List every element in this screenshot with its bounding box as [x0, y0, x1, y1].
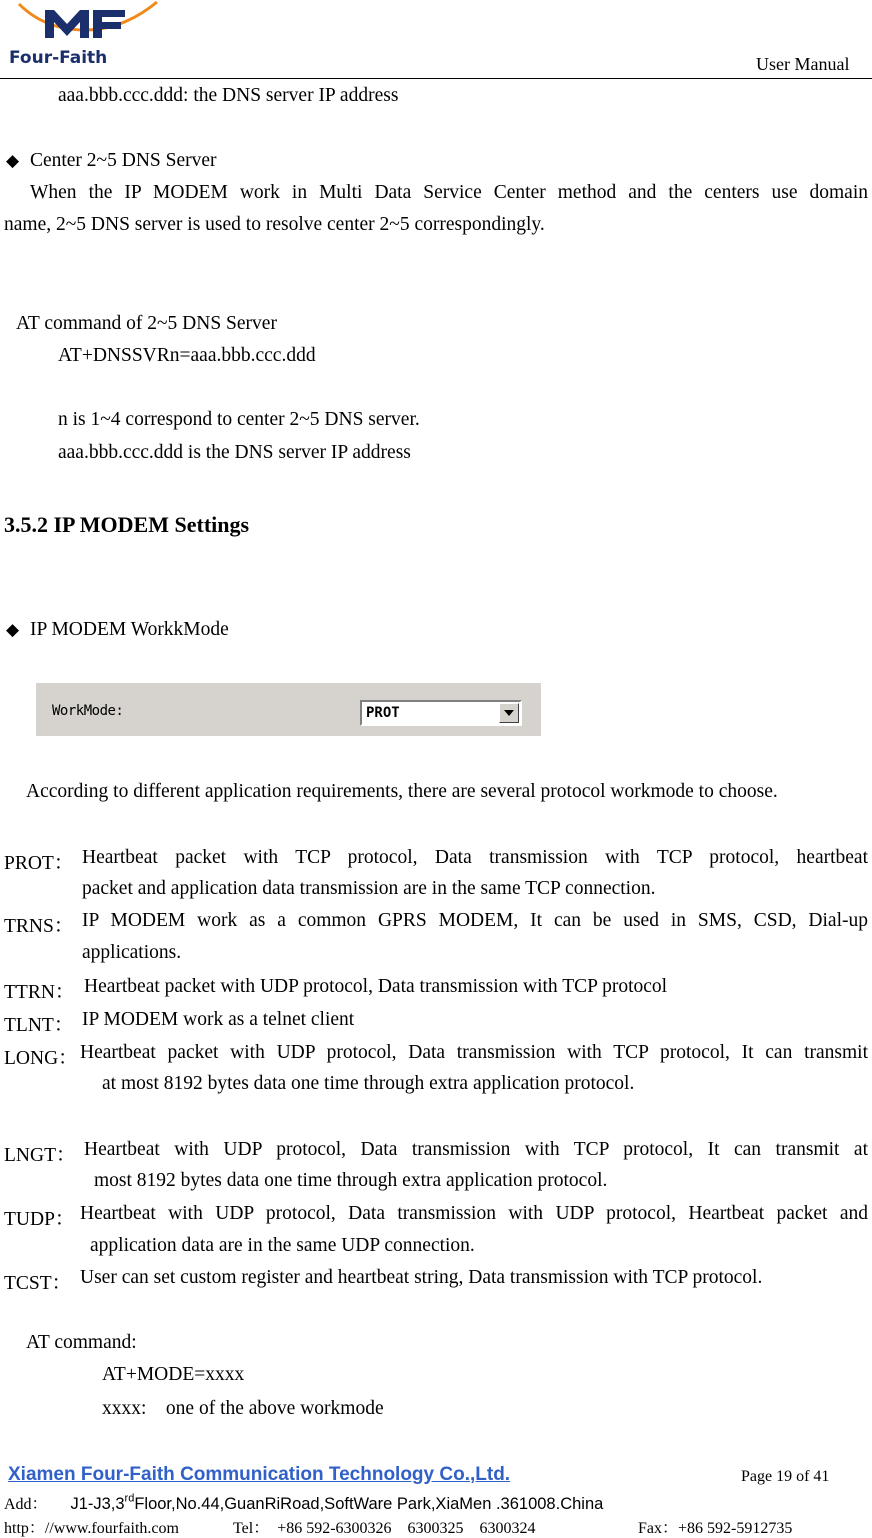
mode-name-trns: TRNS：	[4, 916, 74, 937]
at-dns-ip-desc: aaa.bbb.ccc.ddd is the DNS server IP address	[58, 442, 411, 463]
mode-desc-trns-1: IP MODEM work as a common GPRS MODEM, It can be used in SMS, CSD, Dial-up	[82, 910, 868, 931]
section-heading: 3.5.2 IP MODEM Settings	[4, 512, 250, 537]
mode-desc-lngt-1: Heartbeat with UDP protocol, Data transmission with TCP protocol, It can transmit at	[84, 1139, 868, 1160]
diamond-bullet-icon: ◆	[6, 151, 20, 171]
center-dns-bullet-item	[6, 150, 217, 172]
mode-name-tudp: TUDP：	[4, 1209, 75, 1230]
mode-name-lngt: LNGT：	[4, 1145, 76, 1166]
footer-company-link[interactable]: Xiamen Four-Faith Communication Technology Co.,Ltd.	[8, 1464, 511, 1485]
footer-address-sup: rd	[124, 1492, 135, 1505]
footer-tel: Tel： +86 592-6300326 6300325 6300324	[233, 1520, 536, 1537]
center-desc-line-1: When the IP MODEM work in Multi Data Service Center method and the centers use domain	[30, 182, 868, 203]
footer-add-label: Add：	[4, 1496, 48, 1513]
workmode-select-value: PROT	[366, 705, 400, 721]
at-mode-title: AT command:	[26, 1332, 137, 1353]
center-desc-line-2: name, 2~5 DNS server is used to resolve center 2~5 correspondingly.	[4, 214, 545, 235]
at-mode-desc: xxxx: one of the above workmode	[102, 1398, 384, 1419]
mode-desc-long-2: at most 8192 bytes data one time through extra application protocol.	[102, 1073, 635, 1094]
mode-name-tlnt: TLNT：	[4, 1015, 74, 1036]
mode-desc-tudp-1: Heartbeat with UDP protocol, Data transmission with UDP protocol, Heartbeat packet and	[80, 1203, 868, 1224]
at-dns-n-desc: n is 1~4 correspond to center 2~5 DNS server.	[58, 409, 420, 430]
page-number: Page 19 of 41	[741, 1468, 830, 1485]
mode-name-long: LONG：	[4, 1048, 78, 1069]
four-faith-logo	[5, 0, 165, 72]
workmode-select[interactable]	[360, 700, 522, 726]
mode-desc-tlnt: IP MODEM work as a telnet client	[82, 1009, 355, 1030]
footer-fax: Fax：+86 592-5912735	[638, 1520, 793, 1537]
workmode-bullet-label: IP MODEM WorkkMode	[29, 619, 229, 640]
mode-desc-long-1: Heartbeat packet with UDP protocol, Data transmission with TCP protocol, It can transmit	[80, 1042, 868, 1063]
mode-name-tcst: TCST：	[4, 1273, 72, 1294]
mode-desc-tudp-2: application data are in the same UDP connection.	[90, 1235, 475, 1256]
mode-name-ttrn: TTRN：	[4, 982, 75, 1003]
diamond-bullet-icon: ◆	[6, 620, 20, 640]
mode-desc-prot-1: Heartbeat packet with TCP protocol, Data transmission with TCP protocol, heartbeat	[82, 847, 868, 868]
center-dns-bullet-label: Center 2~5 DNS Server	[29, 150, 217, 171]
footer-website[interactable]: http：//www.fourfaith.com	[4, 1520, 179, 1537]
mode-name-prot: PROT：	[4, 853, 74, 874]
workmode-bullet-item	[6, 619, 229, 641]
user-manual-label: User Manual	[756, 54, 850, 74]
footer-address-post: Floor,No.44,GuanRiRoad,SoftWare Park,XiaMen .361008.China	[134, 1495, 604, 1513]
workmode-label: WorkMode:	[52, 703, 124, 719]
footer-address-pre: J1-J3,3	[70, 1495, 125, 1513]
at-mode-command: AT+MODE=xxxx	[102, 1364, 245, 1385]
mode-desc-trns-2: applications.	[82, 942, 182, 963]
mode-desc-lngt-2: most 8192 bytes data one time through extra application protocol.	[94, 1170, 608, 1191]
at-dns-title: AT command of 2~5 DNS Server	[16, 313, 277, 334]
chevron-down-icon[interactable]	[499, 703, 519, 723]
mode-desc-prot-2: packet and application data transmission are in the same TCP connection.	[82, 878, 656, 899]
mode-desc-tcst: User can set custom register and heartbeat string, Data transmission with TCP protocol.	[80, 1267, 763, 1288]
at-dns-command: AT+DNSSVRn=aaa.bbb.ccc.ddd	[58, 345, 316, 366]
mode-desc-ttrn: Heartbeat packet with UDP protocol, Data transmission with TCP protocol	[84, 976, 668, 997]
dns-server-line: aaa.bbb.ccc.ddd: the DNS server IP address	[58, 85, 399, 106]
footer-address-line	[4, 1491, 603, 1515]
workmode-panel	[36, 682, 541, 736]
header-rule	[0, 78, 872, 79]
logo-text: Four-Faith	[9, 48, 108, 68]
workmode-intro: According to different application requirements, there are several protocol workmode to choose.	[26, 781, 778, 802]
